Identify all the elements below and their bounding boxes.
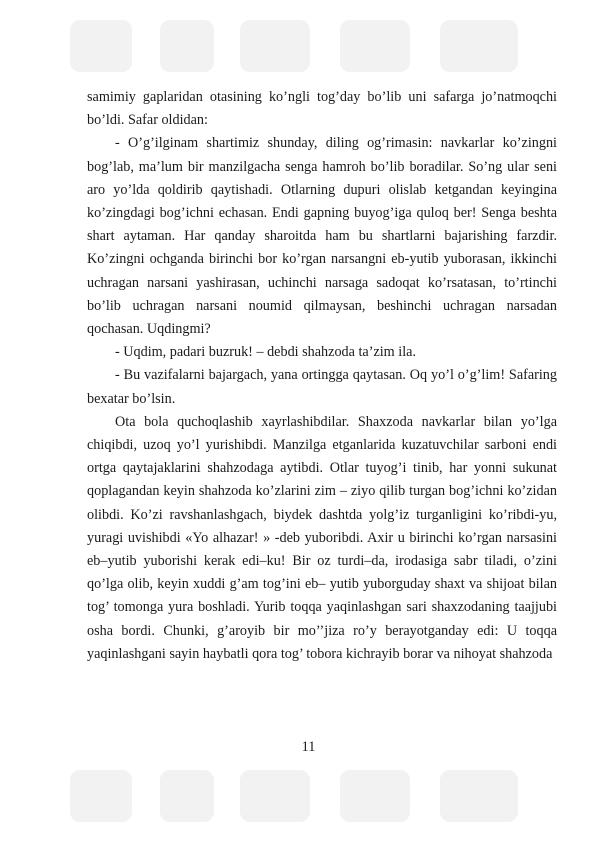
paragraph-journey: Ota bola quchoqlashib xayrlashibdilar. Shaxzoda navkarlar bilan yo’lga chiqibdi, uzoq yo’l yurishibdi. Manzilga etganlarida kuzatuvchilar sarboni endi ortga qaytajaklarini shahzodaga aytibdi. Otlar tuyog’i tinib, har yonni sukunat qoplagandan keyin shahzoda ko’zlarini zim – ziyo qilib turgan bog’ichni ko’zidan olibdi. Ko’zi ravshanlashgach, biydek dashtda yolg’iz turganligini ko’ribdi-yu, yuragi uvishibdi «Yo alhazar! » -deb yuboribdi. Axir u birinchi ko’rgan narsasini eb–yutib yuborishi kerak edi–ku! Bir oz turdi–da, irodasiga sabr tiladi, o’zini qo’lga olib, keyin xuddi g’am tog’ini eb– yutib yuborguday shaxt va shijoat bilan tog’ tomonga yura boshladi. Yurib toqqa yaqinlashgan sari shaxzodaning taajjubi osha bordi. Chunki, g’aroyib bir mo’’jiza ro’y berayotganday edi: U toqqa yaqinlashgani sayin haybatli qora tog’ tobora kichrayib borar va nihoyat shahzoda [87,413,557,662]
paragraph-continuation: samimiy gaplaridan otasining ko’ngli tog’day bo’lib uni safarga jo’natmoqchi bo’ldi. Safar oldidan: [87,89,557,129]
paragraph-prince-reply: - Uqdim, padari buzruk! – debdi shahzoda ta’zim ila. [115,344,416,361]
paragraph-father-blessing: - Bu vazifalarni bajargach, yana ortingga qaytasan. Oq yo’l o’g’lim! Safaring bexatar bo’lsin. [87,367,557,407]
document-body [87,86,557,666]
paragraph-father-speech: - O’g’ilginam shartimiz shunday, diling og’rimasin: navkarlar ko’zingni bog’lab, ma’lum bir manzilgacha senga hamroh bo’lib boradilar. So’ng ular seni aro yo’lda qoldirib qaytishadi. Otlarning dupuri olislab ketgandan keyingina ko’zingdagi bog’ichni echasan. Endi gapning buyog’iga quloq ber! Senga beshta shart aytaman. Har qanday sharoitda ham bu shartlarni bajarishing farzdir. Ko’zingni ochganda birinchi bor ko’rgan narsangni eb-yutib yuborasan, ikkinchi uchragan narsani yashirasan, uchinchi narsaga sadoqat ko’rsatasan, to’rtinchi bo’lib uchragan narsani noumid qilmaysan, beshinchi uchragan narsadan qochasan. Uqdingmi? [87,135,557,338]
page-number: 11 [301,739,316,755]
